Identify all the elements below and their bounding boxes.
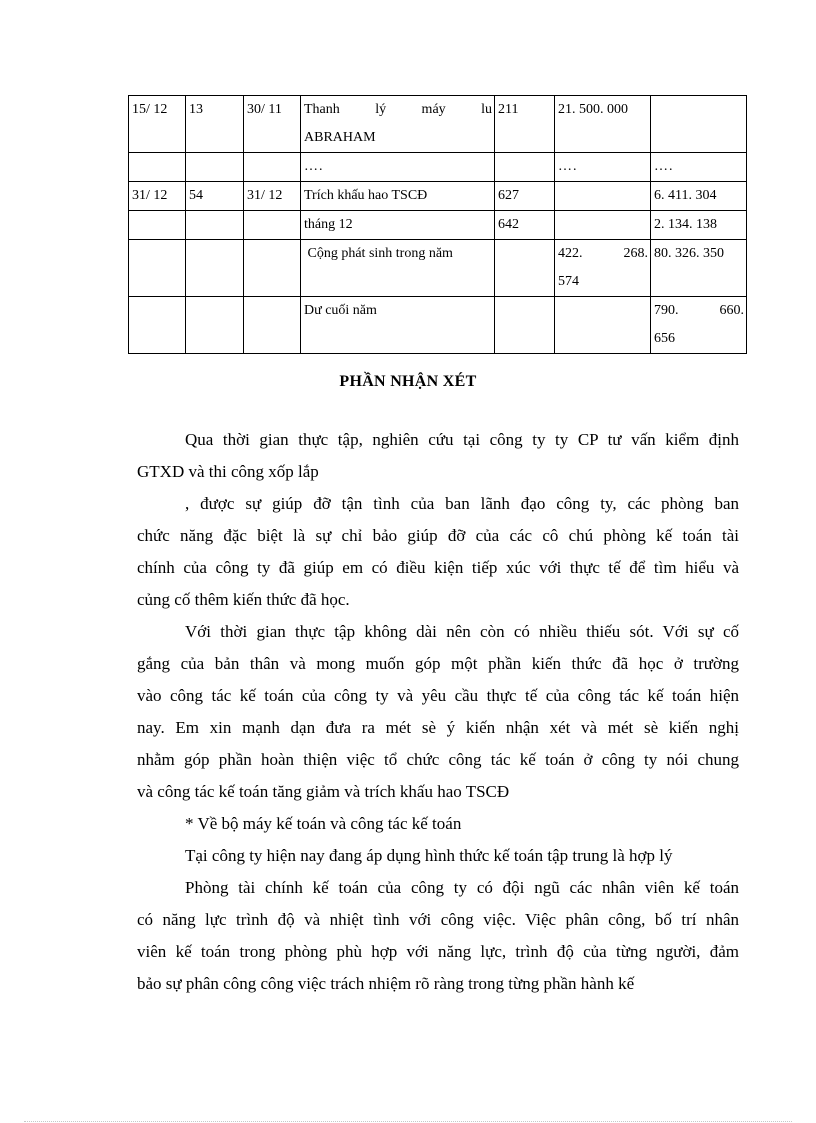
paragraph-line: củng cố thêm kiến thức đã học. (137, 590, 350, 609)
table-row (129, 96, 747, 153)
credit-cell (651, 211, 747, 240)
credit-cell (651, 96, 747, 153)
credit-value: 80. 326. 350 (654, 246, 724, 261)
debit-value: …. (558, 159, 578, 174)
description-line: ABRAHAM (304, 130, 376, 145)
voucher-number-cell: 13 (186, 96, 244, 153)
credit-cell (651, 153, 747, 182)
debit-value (558, 182, 648, 210)
voucher-date-cell: 31/ 12 (244, 182, 301, 211)
credit-value (654, 96, 744, 124)
body-text (137, 424, 739, 1000)
paragraph-line: nay. Em xin mạnh dạn đưa ra mét sè ý kiến nhận xét và mét sè kiến nghị (137, 718, 739, 737)
date-cell: 15/ 12 (129, 96, 186, 153)
table-row (129, 240, 747, 297)
voucher-number-cell: 54 (186, 182, 244, 211)
paragraph-line: Với thời gian thực tập không dài nên còn có nhiều thiếu sót. Với sự cố (185, 622, 739, 641)
account-cell (495, 240, 555, 297)
voucher-number-cell (186, 211, 244, 240)
description-line: …. (304, 159, 324, 174)
debit-cell (555, 182, 651, 211)
debit-value: 21. 500. 000 (558, 102, 628, 117)
voucher-date-cell (244, 297, 301, 354)
voucher-number-cell (186, 153, 244, 182)
description-cell (301, 182, 495, 211)
debit-cell (555, 153, 651, 182)
account-cell (495, 297, 555, 354)
paragraph-line: có năng lực trình độ và nhiệt tình với công việc. Việc phân công, bố trí nhân (137, 910, 739, 929)
account-cell (495, 153, 555, 182)
debit-cell (555, 240, 651, 297)
voucher-number-cell (186, 297, 244, 354)
debit-cell (555, 211, 651, 240)
description-line: Cộng phát sinh trong năm (304, 246, 453, 261)
debit-value: 422. 268. (558, 246, 648, 261)
paragraph-line: viên kế toán trong phòng phù hợp với năng lực, trình độ của từng người, đảm (137, 942, 739, 961)
date-cell (129, 240, 186, 297)
description-cell (301, 211, 495, 240)
voucher-number-cell (186, 240, 244, 297)
credit-value: 6. 411. 304 (654, 188, 717, 203)
ledger-table (128, 95, 747, 354)
table-row (129, 297, 747, 354)
voucher-date-cell: 30/ 11 (244, 96, 301, 153)
credit-value: 790. 660. (654, 303, 744, 318)
paragraph-line: chính của công ty đã giúp em có điều kiện tiếp xúc với thực tế để tìm hiểu và (137, 558, 739, 577)
table-row (129, 182, 747, 211)
debit-value: 574 (558, 274, 579, 289)
paragraph-line: * Về bộ máy kế toán và công tác kế toán (185, 814, 462, 833)
debit-value (558, 297, 648, 325)
paragraph-line: bảo sự phân công công việc trách nhiệm rõ ràng trong từng phần hành kế (137, 974, 635, 993)
paragraph-line: vào công tác kế toán của công ty và yêu cầu thực tế của công tác kế toán hiện (137, 686, 739, 705)
account-cell: 211 (495, 96, 555, 153)
account-cell: 627 (495, 182, 555, 211)
paragraph-line: Phòng tài chính kế toán của công ty có đội ngũ các nhân viên kế toán (185, 878, 739, 897)
paragraph-line: Qua thời gian thực tập, nghiên cứu tại công ty ty CP tư vấn kiểm định (185, 430, 739, 449)
paragraph-line: GTXD và thi công xốp lắp (137, 462, 319, 481)
date-cell (129, 153, 186, 182)
debit-value (558, 211, 648, 239)
credit-cell (651, 297, 747, 354)
credit-cell (651, 240, 747, 297)
description-line: Dư cuối năm (304, 303, 377, 318)
description-cell (301, 153, 495, 182)
account-cell: 642 (495, 211, 555, 240)
description-line: Trích khấu hao TSCĐ (304, 188, 428, 203)
credit-value: …. (654, 159, 674, 174)
voucher-date-cell (244, 153, 301, 182)
paragraph-line: gắng của bản thân và mong muốn góp một phần kiến thức đã học ở trường (137, 654, 739, 673)
description-cell (301, 96, 495, 153)
table-row (129, 153, 747, 182)
page-divider (24, 1121, 792, 1122)
date-cell (129, 297, 186, 354)
paragraph-line: chức năng đặc biệt là sự chỉ bảo giúp đỡ của các cô chú phòng kế toán tài (137, 526, 739, 545)
paragraph-line: và công tác kế toán tăng giảm và trích khấu hao TSCĐ (137, 782, 510, 801)
paragraph-line: Tại công ty hiện nay đang áp dụng hình thức kế toán tập trung là hợp lý (185, 846, 673, 865)
description-cell (301, 297, 495, 354)
date-cell: 31/ 12 (129, 182, 186, 211)
description-line: tháng 12 (304, 217, 353, 232)
paragraph-line: , được sự giúp đỡ tận tình của ban lãnh đạo công ty, các phòng ban (185, 494, 739, 513)
credit-value: 656 (654, 331, 675, 346)
voucher-date-cell (244, 240, 301, 297)
credit-value: 2. 134. 138 (654, 217, 717, 232)
credit-cell (651, 182, 747, 211)
debit-cell (555, 96, 651, 153)
section-title: PHẦN NHẬN XÉT (339, 373, 477, 390)
voucher-date-cell (244, 211, 301, 240)
debit-cell (555, 297, 651, 354)
table-row (129, 211, 747, 240)
description-cell (301, 240, 495, 297)
paragraph-line: nhằm góp phần hoàn thiện việc tổ chức công tác kế toán ở công ty nói chung (137, 750, 739, 769)
description-line: Thanh lý máy lu (304, 102, 492, 117)
date-cell (129, 211, 186, 240)
